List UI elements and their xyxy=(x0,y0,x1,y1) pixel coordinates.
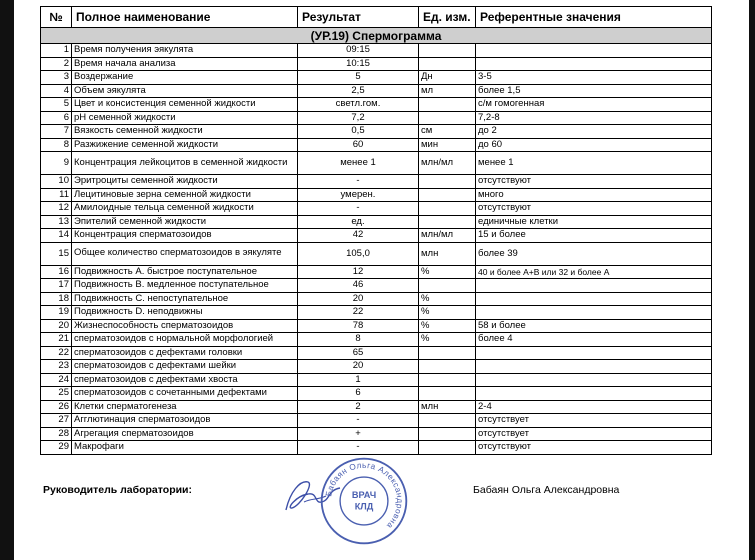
row-reference xyxy=(476,44,712,58)
signer-name: Бабаян Ольга Александровна xyxy=(473,484,620,496)
row-unit xyxy=(419,57,476,71)
table-row xyxy=(41,346,712,360)
table-row xyxy=(41,441,712,455)
table-row xyxy=(41,71,712,85)
row-unit xyxy=(419,360,476,374)
row-number: 28 xyxy=(41,427,72,441)
row-unit xyxy=(419,346,476,360)
row-unit xyxy=(419,215,476,229)
row-number: 29 xyxy=(41,441,72,455)
row-name: Клетки сперматогенеза xyxy=(72,400,298,414)
lab-report-sheet xyxy=(40,6,711,455)
row-unit xyxy=(419,441,476,455)
row-result: 1 xyxy=(298,373,419,387)
row-unit xyxy=(419,44,476,58)
section-title: (УР.19) Спермограмма xyxy=(41,28,712,44)
row-reference: менее 1 xyxy=(476,152,712,175)
row-result: - xyxy=(298,175,419,189)
stamp-ring-text: Бабаян Ольга Александровна xyxy=(324,460,405,531)
row-unit: млн/мл xyxy=(419,229,476,243)
row-unit xyxy=(419,111,476,125)
row-name: Агрегация сперматозоидов xyxy=(72,427,298,441)
row-number: 25 xyxy=(41,387,72,401)
row-reference: 40 и более А+В или 32 и более А xyxy=(476,265,712,279)
row-reference: отсутствует xyxy=(476,414,712,428)
row-reference: отсутствует xyxy=(476,427,712,441)
row-reference xyxy=(476,57,712,71)
row-reference: 58 и более xyxy=(476,319,712,333)
row-reference: с/м гомогенная xyxy=(476,98,712,112)
row-result: 0,5 xyxy=(298,125,419,139)
row-unit: % xyxy=(419,333,476,347)
row-name: Разжижение семенной жидкости xyxy=(72,138,298,152)
row-number: 11 xyxy=(41,188,72,202)
row-number: 4 xyxy=(41,84,72,98)
row-number: 22 xyxy=(41,346,72,360)
row-result: менее 1 xyxy=(298,152,419,175)
row-name: сперматозоидов с дефектами головки xyxy=(72,346,298,360)
row-unit: млн/мл xyxy=(419,152,476,175)
row-name: Эритроциты семенной жидкости xyxy=(72,175,298,189)
row-result: 2,5 xyxy=(298,84,419,98)
row-name: Подвижность D. неподвижны xyxy=(72,306,298,320)
table-row xyxy=(41,98,712,112)
row-number: 21 xyxy=(41,333,72,347)
row-number: 19 xyxy=(41,306,72,320)
row-name: Цвет и консистенция семенной жидкости xyxy=(72,98,298,112)
header-reference: Референтные значения xyxy=(476,7,712,28)
row-name: Эпителий семенной жидкости xyxy=(72,215,298,229)
doctor-stamp xyxy=(318,455,410,547)
row-unit: % xyxy=(419,306,476,320)
row-result: ед. xyxy=(298,215,419,229)
row-number: 5 xyxy=(41,98,72,112)
row-number: 15 xyxy=(41,242,72,265)
table-row xyxy=(41,414,712,428)
row-name: Объем эякулята xyxy=(72,84,298,98)
table-row xyxy=(41,373,712,387)
row-unit xyxy=(419,98,476,112)
row-result: 10:15 xyxy=(298,57,419,71)
row-unit: Дн xyxy=(419,71,476,85)
row-name: Вязкость семенной жидкости xyxy=(72,125,298,139)
row-number: 16 xyxy=(41,265,72,279)
row-result: 65 xyxy=(298,346,419,360)
row-name: Подвижность С. непоступательное xyxy=(72,292,298,306)
row-unit: млн xyxy=(419,400,476,414)
row-reference: до 60 xyxy=(476,138,712,152)
row-reference: 15 и более xyxy=(476,229,712,243)
table-row xyxy=(41,427,712,441)
spermogram-table xyxy=(40,6,712,455)
row-result: 5 xyxy=(298,71,419,85)
row-number: 17 xyxy=(41,279,72,293)
row-number: 2 xyxy=(41,57,72,71)
row-unit xyxy=(419,387,476,401)
table-row xyxy=(41,152,712,175)
table-row xyxy=(41,292,712,306)
row-reference: 7,2-8 xyxy=(476,111,712,125)
row-result: 12 xyxy=(298,265,419,279)
row-unit xyxy=(419,427,476,441)
row-unit xyxy=(419,279,476,293)
row-number: 3 xyxy=(41,71,72,85)
table-row xyxy=(41,44,712,58)
row-reference xyxy=(476,387,712,401)
signer-label: Руководитель лаборатории: xyxy=(43,484,193,496)
row-reference xyxy=(476,360,712,374)
row-name: Агглютинация сперматозоидов xyxy=(72,414,298,428)
row-unit xyxy=(419,202,476,216)
table-row xyxy=(41,229,712,243)
row-name: Подвижность А. быстрое поступательное xyxy=(72,265,298,279)
row-result: - xyxy=(298,414,419,428)
table-row xyxy=(41,265,712,279)
table-row xyxy=(41,138,712,152)
table-row xyxy=(41,242,712,265)
row-name: сперматозоидов с сочетанными дефектами xyxy=(72,387,298,401)
row-name: Лецитиновые зерна семенной жидкости xyxy=(72,188,298,202)
row-reference: единичные клетки xyxy=(476,215,712,229)
row-name: Подвижность В. медленное поступательное xyxy=(72,279,298,293)
row-result: светл.гом. xyxy=(298,98,419,112)
row-unit: см xyxy=(419,125,476,139)
row-result: 78 xyxy=(298,319,419,333)
header-number: № xyxy=(41,7,72,28)
table-row xyxy=(41,188,712,202)
table-row xyxy=(41,215,712,229)
row-result: 09:15 xyxy=(298,44,419,58)
row-unit: % xyxy=(419,292,476,306)
row-number: 1 xyxy=(41,44,72,58)
row-reference: отсутствуют xyxy=(476,441,712,455)
row-name: сперматозоидов с дефектами шейки xyxy=(72,360,298,374)
row-result: 6 xyxy=(298,387,419,401)
row-name: Концентрация лейкоцитов в семенной жидкости xyxy=(72,152,298,175)
row-result: 2 xyxy=(298,400,419,414)
row-result: 42 xyxy=(298,229,419,243)
row-unit: % xyxy=(419,319,476,333)
table-row xyxy=(41,333,712,347)
table-row xyxy=(41,111,712,125)
row-result: 22 xyxy=(298,306,419,320)
photo-edge-left xyxy=(0,0,14,560)
row-unit: млн xyxy=(419,242,476,265)
table-row xyxy=(41,279,712,293)
row-reference: 2-4 xyxy=(476,400,712,414)
row-name: pH семенной жидкости xyxy=(72,111,298,125)
header-unit: Ед. изм. xyxy=(419,7,476,28)
table-row xyxy=(41,400,712,414)
row-number: 18 xyxy=(41,292,72,306)
row-number: 23 xyxy=(41,360,72,374)
row-name: Жизнеспособность сперматозоидов xyxy=(72,319,298,333)
row-result: 105,0 xyxy=(298,242,419,265)
row-reference: более 39 xyxy=(476,242,712,265)
photo-edge-right xyxy=(749,0,755,560)
row-name: Амилоидные тельца семенной жидкости xyxy=(72,202,298,216)
row-unit xyxy=(419,414,476,428)
row-name: Общее количество сперматозоидов в эякуляте xyxy=(72,242,298,265)
row-unit: мин xyxy=(419,138,476,152)
stamp-center-line2: КЛД xyxy=(354,501,374,512)
row-number: 7 xyxy=(41,125,72,139)
row-reference: 3-5 xyxy=(476,71,712,85)
row-name: Концентрация сперматозоидов xyxy=(72,229,298,243)
row-name: сперматозоидов с дефектами хвоста xyxy=(72,373,298,387)
row-reference xyxy=(476,346,712,360)
row-number: 14 xyxy=(41,229,72,243)
table-row xyxy=(41,387,712,401)
row-unit: % xyxy=(419,265,476,279)
row-reference xyxy=(476,279,712,293)
row-name: Время начала анализа xyxy=(72,57,298,71)
row-result: 7,2 xyxy=(298,111,419,125)
row-unit xyxy=(419,175,476,189)
row-number: 26 xyxy=(41,400,72,414)
row-number: 6 xyxy=(41,111,72,125)
row-number: 9 xyxy=(41,152,72,175)
row-unit xyxy=(419,188,476,202)
row-result: - xyxy=(298,202,419,216)
row-result: 20 xyxy=(298,292,419,306)
table-row xyxy=(41,306,712,320)
row-result: 60 xyxy=(298,138,419,152)
row-reference xyxy=(476,292,712,306)
table-row xyxy=(41,360,712,374)
row-result: умерен. xyxy=(298,188,419,202)
row-number: 24 xyxy=(41,373,72,387)
table-row xyxy=(41,202,712,216)
header-name: Полное наименование xyxy=(72,7,298,28)
table-row xyxy=(41,84,712,98)
table-row xyxy=(41,319,712,333)
row-unit: мл xyxy=(419,84,476,98)
row-number: 8 xyxy=(41,138,72,152)
row-reference: много xyxy=(476,188,712,202)
row-number: 10 xyxy=(41,175,72,189)
row-unit xyxy=(419,373,476,387)
row-reference: отсутствуют xyxy=(476,175,712,189)
row-reference: более 1,5 xyxy=(476,84,712,98)
row-result: - xyxy=(298,441,419,455)
table-header-row xyxy=(41,7,712,28)
row-reference xyxy=(476,373,712,387)
row-reference: отсутствуют xyxy=(476,202,712,216)
row-reference: до 2 xyxy=(476,125,712,139)
row-number: 20 xyxy=(41,319,72,333)
stamp-center-line1: ВРАЧ xyxy=(351,490,377,501)
row-result: + xyxy=(298,427,419,441)
row-name: Время получения эякулята xyxy=(72,44,298,58)
row-result: 8 xyxy=(298,333,419,347)
row-name: сперматозоидов с нормальной морфологией xyxy=(72,333,298,347)
table-row xyxy=(41,125,712,139)
table-row xyxy=(41,175,712,189)
row-number: 13 xyxy=(41,215,72,229)
row-result: 20 xyxy=(298,360,419,374)
row-name: Макрофаги xyxy=(72,441,298,455)
row-reference xyxy=(476,306,712,320)
row-reference: более 4 xyxy=(476,333,712,347)
section-row xyxy=(41,28,712,44)
row-number: 12 xyxy=(41,202,72,216)
table-row xyxy=(41,57,712,71)
row-result: 46 xyxy=(298,279,419,293)
header-result: Результат xyxy=(298,7,419,28)
row-name: Воздержание xyxy=(72,71,298,85)
row-number: 27 xyxy=(41,414,72,428)
